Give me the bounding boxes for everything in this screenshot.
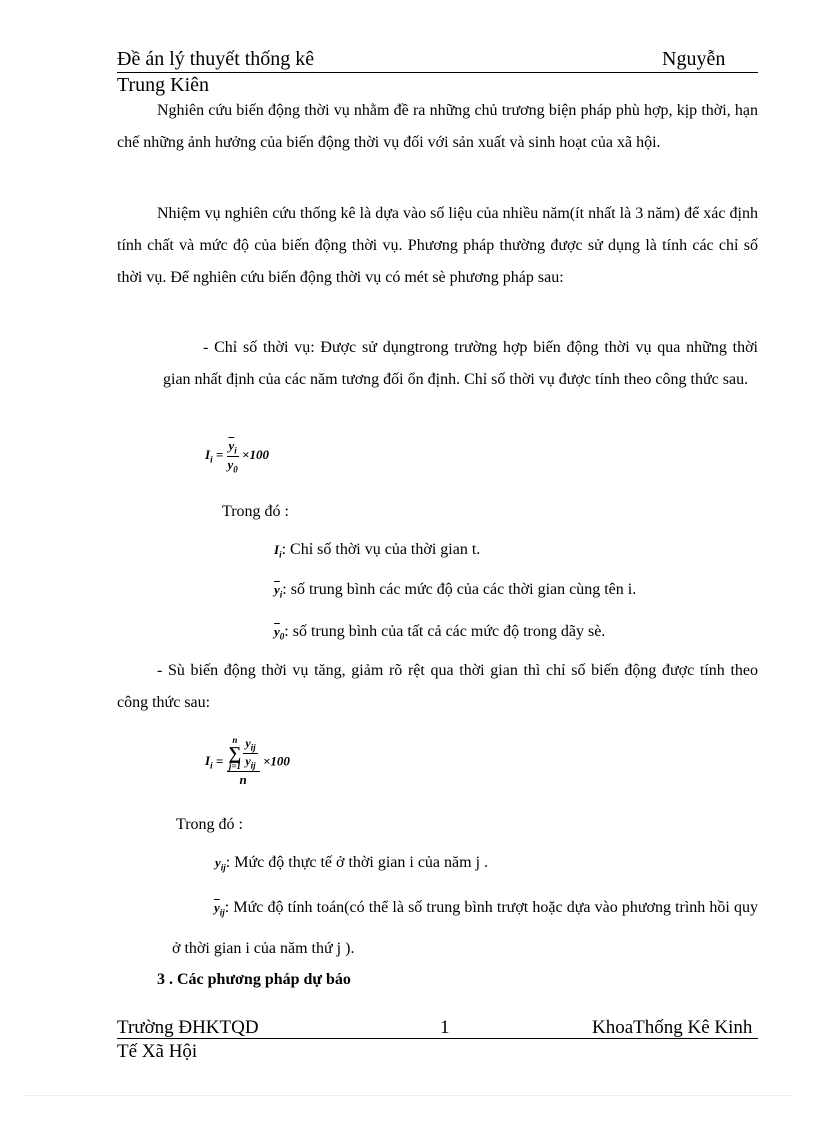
definition-item: $\overline{y}_{ij}$: Mức độ tính toán(có thể là số trung bình trượt hoặc dựa vào phương trình hồi quy ở thời gian i của năm thứ j ).	[172, 899, 758, 957]
footer-page-number: 1	[440, 1017, 450, 1038]
formula-seasonal-index: $I_i$ = $\frac{\overline{y}_i}{y_0}$ ×100	[205, 438, 269, 475]
paragraph-1: Nghiên cứu biến động thời vụ nhằm đề ra những chủ trương biện pháp phù hợp, kịp thời, hạn chế những ảnh hưởng của biến động thời vụ đối với sản xuất và sinh hoạt của xã hội.	[117, 102, 758, 151]
formula-fraction: $\frac{\overline{y}_i}{y_0}$	[227, 438, 238, 475]
paragraph-3: - Chỉ số thời vụ: Được sử dụngtrong trường hợp biến động thời vụ qua những thời gian nhất định của các năm tương đối ổn định. Chỉ số thời vụ được tính theo công thức sau.	[163, 339, 758, 388]
where-label-1: Trong đó :	[222, 503, 289, 520]
page-bottom-divider	[25, 1095, 791, 1096]
header-right: Nguyễn	[662, 48, 726, 70]
header-left: Đề án lý thuyết thống kê	[117, 48, 315, 70]
where-label-2: Trong đó :	[176, 816, 243, 833]
definition-item: $I_i$: Chỉ số thời vụ của thời gian t.	[274, 541, 481, 560]
header-rule	[117, 72, 758, 73]
definition-item: $\overline{y}_0$: số trung bình của tất cả các mức độ trong dãy sè.	[274, 623, 606, 642]
footer-rule	[117, 1038, 758, 1039]
header-wrap: Trung Kiên	[117, 74, 210, 96]
footer-left: Trường ĐHKTQD	[117, 1017, 259, 1038]
formula-fraction: n ∑ j=1 $\frac{y_{ij}}{\overline{y}_{ij}}$ n	[227, 735, 260, 788]
definition-item: $y_{ij}$: Mức độ thực tế ở thời gian i của năm j .	[215, 854, 489, 873]
footer-wrap: Tế Xã Hội	[117, 1041, 198, 1062]
paragraph-4: - Sù biến động thời vụ tăng, giảm rõ rệt qua thời gian thì chỉ số biến động được tính theo công thức sau:	[117, 662, 758, 711]
formula-lhs: $I_i$	[205, 752, 213, 771]
definition-item: $\overline{y}_i$: số trung bình các mức độ của các thời gian cùng tên i.	[274, 581, 637, 600]
footer-right: KhoaThống Kê Kinh	[592, 1017, 753, 1038]
paragraph-2: Nhiệm vụ nghiên cứu thống kê là dựa vào số liệu của nhiều năm(ít nhất là 3 năm) để xác định tính chất và mức độ của biến động thời vụ. Phương pháp thường được sử dụng là tính các chỉ số thời vụ. Để nghiên cứu biến động thời vụ có mét sè phương pháp sau:	[117, 205, 758, 286]
formula-lhs: $I_i$	[205, 447, 213, 465]
formula-variation-index: $I_i$ = n ∑ j=1 $\frac{y_{ij}}{\overline{y}_{ij}}$ n ×100	[205, 735, 290, 787]
section-heading: 3 . Các phương pháp dự báo	[157, 971, 351, 988]
